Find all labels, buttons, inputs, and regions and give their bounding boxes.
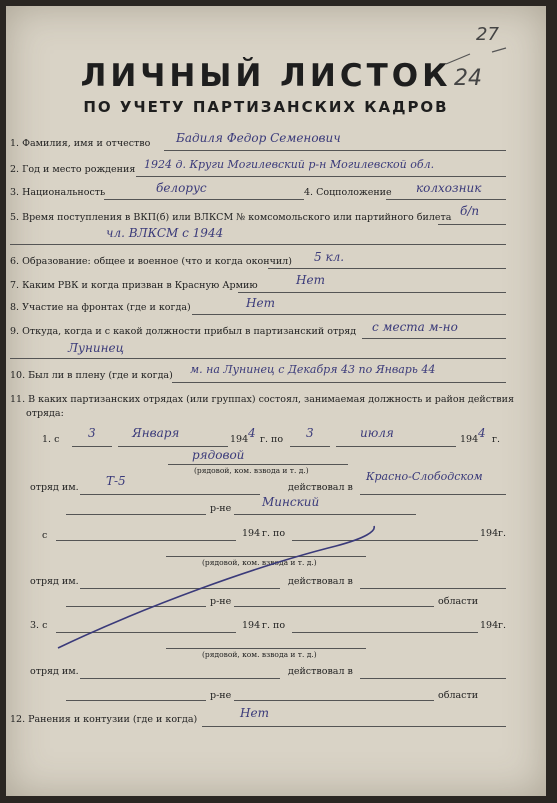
row1-month: Января: [132, 426, 180, 440]
field-10-value: м. на Лунинец с Декабря 43 по Январь 44: [190, 363, 436, 376]
field-6-value: 5 кл.: [314, 250, 345, 264]
field-2-value: 1924 д. Круги Могилевский р-н Могилевской обл.: [144, 158, 435, 171]
row1-region-label: р-не: [210, 503, 232, 514]
row2-otrad-label: отряд им.: [30, 576, 79, 587]
corner-number: 27: [476, 24, 499, 45]
row1-year-hw: 4: [248, 426, 256, 440]
form-subtitle: ПО УЧЕТУ ПАРТИЗАНСКИХ КАДРОВ: [83, 98, 449, 116]
personnel-form-page: [6, 6, 546, 796]
cross-out-stroke: [6, 6, 546, 796]
row2-region-label: р-не: [210, 596, 232, 607]
field-5-label: 5. Время поступления в ВКП(б) или ВЛКСМ № комсомольского или партийного билета: [10, 212, 452, 223]
row1-area: Красно-Слободском: [366, 470, 483, 483]
row1-otrad-label: отряд им.: [30, 482, 79, 493]
row1-to-month: июля: [360, 426, 394, 440]
row1-year-print: 194: [230, 434, 249, 445]
form-title: ЛИЧНЫЙ ЛИСТОК: [80, 58, 452, 94]
row1-to-year-hw: 4: [478, 426, 486, 440]
row1-to-day: 3: [306, 426, 314, 440]
field-3-label: 3. Национальность: [10, 187, 106, 198]
row1-acted-label: действовал в: [288, 482, 353, 493]
field-2-label: 2. Год и место рождения: [10, 164, 136, 175]
field-9-value-a: с места м-но: [372, 320, 458, 334]
row3-position-hint: (рядовой, ком. взвода и т. д.): [202, 650, 317, 659]
field-9-value-b: Лунинец: [68, 341, 124, 355]
row1-position: рядовой: [192, 448, 245, 462]
field-7-value: Нет: [296, 273, 325, 287]
field-10-label: 10. Был ли в плену (где и когда): [10, 370, 173, 381]
field-5-value-a: б/п: [460, 204, 480, 218]
row2-position-hint: (рядовой, ком. взвода и т. д.): [202, 558, 317, 567]
field-11-label-b: отряда:: [26, 408, 64, 419]
row3-prefix: 3. с: [30, 620, 48, 631]
row3-year: 194: [242, 620, 261, 631]
field-4-label: 4. Соцположение: [304, 187, 392, 198]
row1-position-hint: (рядовой, ком. взвода и т. д.): [194, 466, 309, 475]
row1-prefix: 1. с: [42, 434, 60, 445]
row1-to-label: г. по: [260, 434, 284, 445]
field-5-value-b: чл. ВЛКСМ с 1944: [106, 226, 224, 240]
field-7-label: 7. Каким РВК и когда призван в Красную Армию: [10, 280, 258, 291]
row2-end-g: г.: [498, 528, 506, 539]
field-4-value: колхозник: [416, 181, 482, 195]
field-11-label-a: 11. В каких партизанских отрядах (или группах) состоял, занимаемая должность и район действия: [10, 394, 514, 405]
row3-region-label: р-не: [210, 690, 232, 701]
field-8-label: 8. Участие на фронтах (где и когда): [10, 302, 191, 313]
row3-end-g: г.: [498, 620, 506, 631]
row3-oblasti: области: [438, 690, 479, 701]
row3-po: г. по: [262, 620, 286, 631]
row1-day: 3: [88, 426, 96, 440]
field-6-label: 6. Образование: общее и военное (что и когда окончил): [10, 256, 292, 267]
row2-end-year: 194: [480, 528, 499, 539]
row1-otrad: Т-5: [106, 474, 126, 488]
field-8-value: Нет: [246, 296, 275, 310]
row2-year: 194: [242, 528, 261, 539]
row3-end-year: 194: [480, 620, 499, 631]
field-1-value: Бадиля Федор Семенович: [176, 131, 341, 145]
row3-otrad-label: отряд им.: [30, 666, 79, 677]
row3-acted-label: действовал в: [288, 666, 353, 677]
row1-to-year-print: 194: [460, 434, 479, 445]
row2-oblasti: области: [438, 596, 479, 607]
field-1-label: 1. Фамилия, имя и отчество: [10, 138, 151, 149]
field-12-label: 12. Ранения и контузии (где и когда): [10, 714, 198, 725]
row1-g-end: г.: [492, 434, 500, 445]
row2-po: г. по: [262, 528, 286, 539]
field-3-value: белорус: [156, 181, 207, 195]
row1-oblast: Минский: [262, 495, 320, 509]
corner-mark: 24: [454, 66, 482, 91]
row2-acted-label: действовал в: [288, 576, 353, 587]
field-9-label: 9. Откуда, когда и с какой должности прибыл в партизанский отряд: [10, 326, 357, 337]
row2-prefix: с: [42, 530, 48, 541]
field-12-value: Нет: [240, 706, 269, 720]
